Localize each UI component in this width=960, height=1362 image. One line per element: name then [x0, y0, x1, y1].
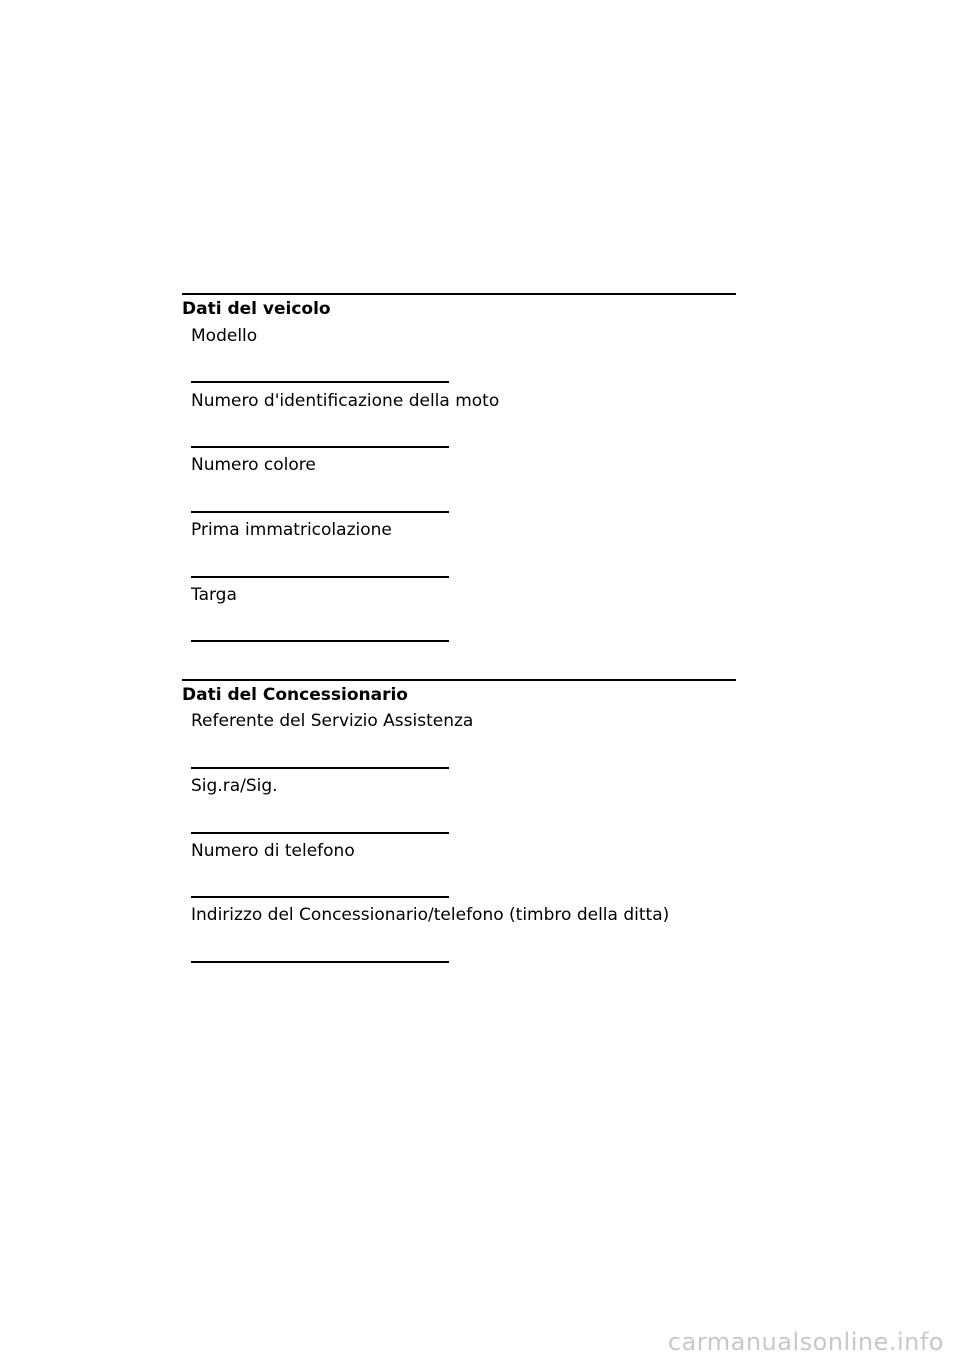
vin-input-line[interactable]	[191, 446, 449, 448]
license-plate-input-line[interactable]	[191, 640, 449, 642]
vehicle-data-section	[182, 293, 736, 319]
section-divider	[182, 679, 736, 681]
license-plate-field	[191, 585, 671, 605]
name-field	[191, 776, 671, 796]
dealer-address-field	[191, 905, 671, 925]
first-registration-input-line[interactable]	[191, 576, 449, 578]
vin-field	[191, 391, 671, 411]
model-field	[191, 326, 671, 346]
service-contact-input-line[interactable]	[191, 767, 449, 769]
first-registration-field	[191, 520, 671, 540]
service-contact-field	[191, 711, 671, 731]
field-label: Referente del Servizio Assistenza	[191, 711, 474, 731]
color-number-input-line[interactable]	[191, 511, 449, 513]
name-input-line[interactable]	[191, 832, 449, 834]
phone-number-field	[191, 841, 671, 861]
model-input-line[interactable]	[191, 381, 449, 383]
dealer-address-input-line[interactable]	[191, 961, 449, 963]
field-label: Numero d'identificazione della moto	[191, 391, 500, 411]
field-label: Numero colore	[191, 455, 316, 475]
field-label: Sig.ra/Sig.	[191, 776, 278, 796]
phone-number-input-line[interactable]	[191, 896, 449, 898]
field-label: Indirizzo del Concessionario/telefono (timbro della ditta)	[191, 905, 670, 925]
section-title: Dati del veicolo	[182, 299, 331, 319]
color-number-field	[191, 455, 671, 475]
field-label: Numero di telefono	[191, 841, 355, 861]
field-label: Prima immatricolazione	[191, 520, 392, 540]
field-label: Modello	[191, 326, 258, 346]
watermark: carmanualsonline.info	[667, 1328, 944, 1356]
dealer-data-section	[182, 679, 736, 705]
section-divider	[182, 293, 736, 295]
section-title: Dati del Concessionario	[182, 685, 408, 705]
field-label: Targa	[191, 585, 237, 605]
